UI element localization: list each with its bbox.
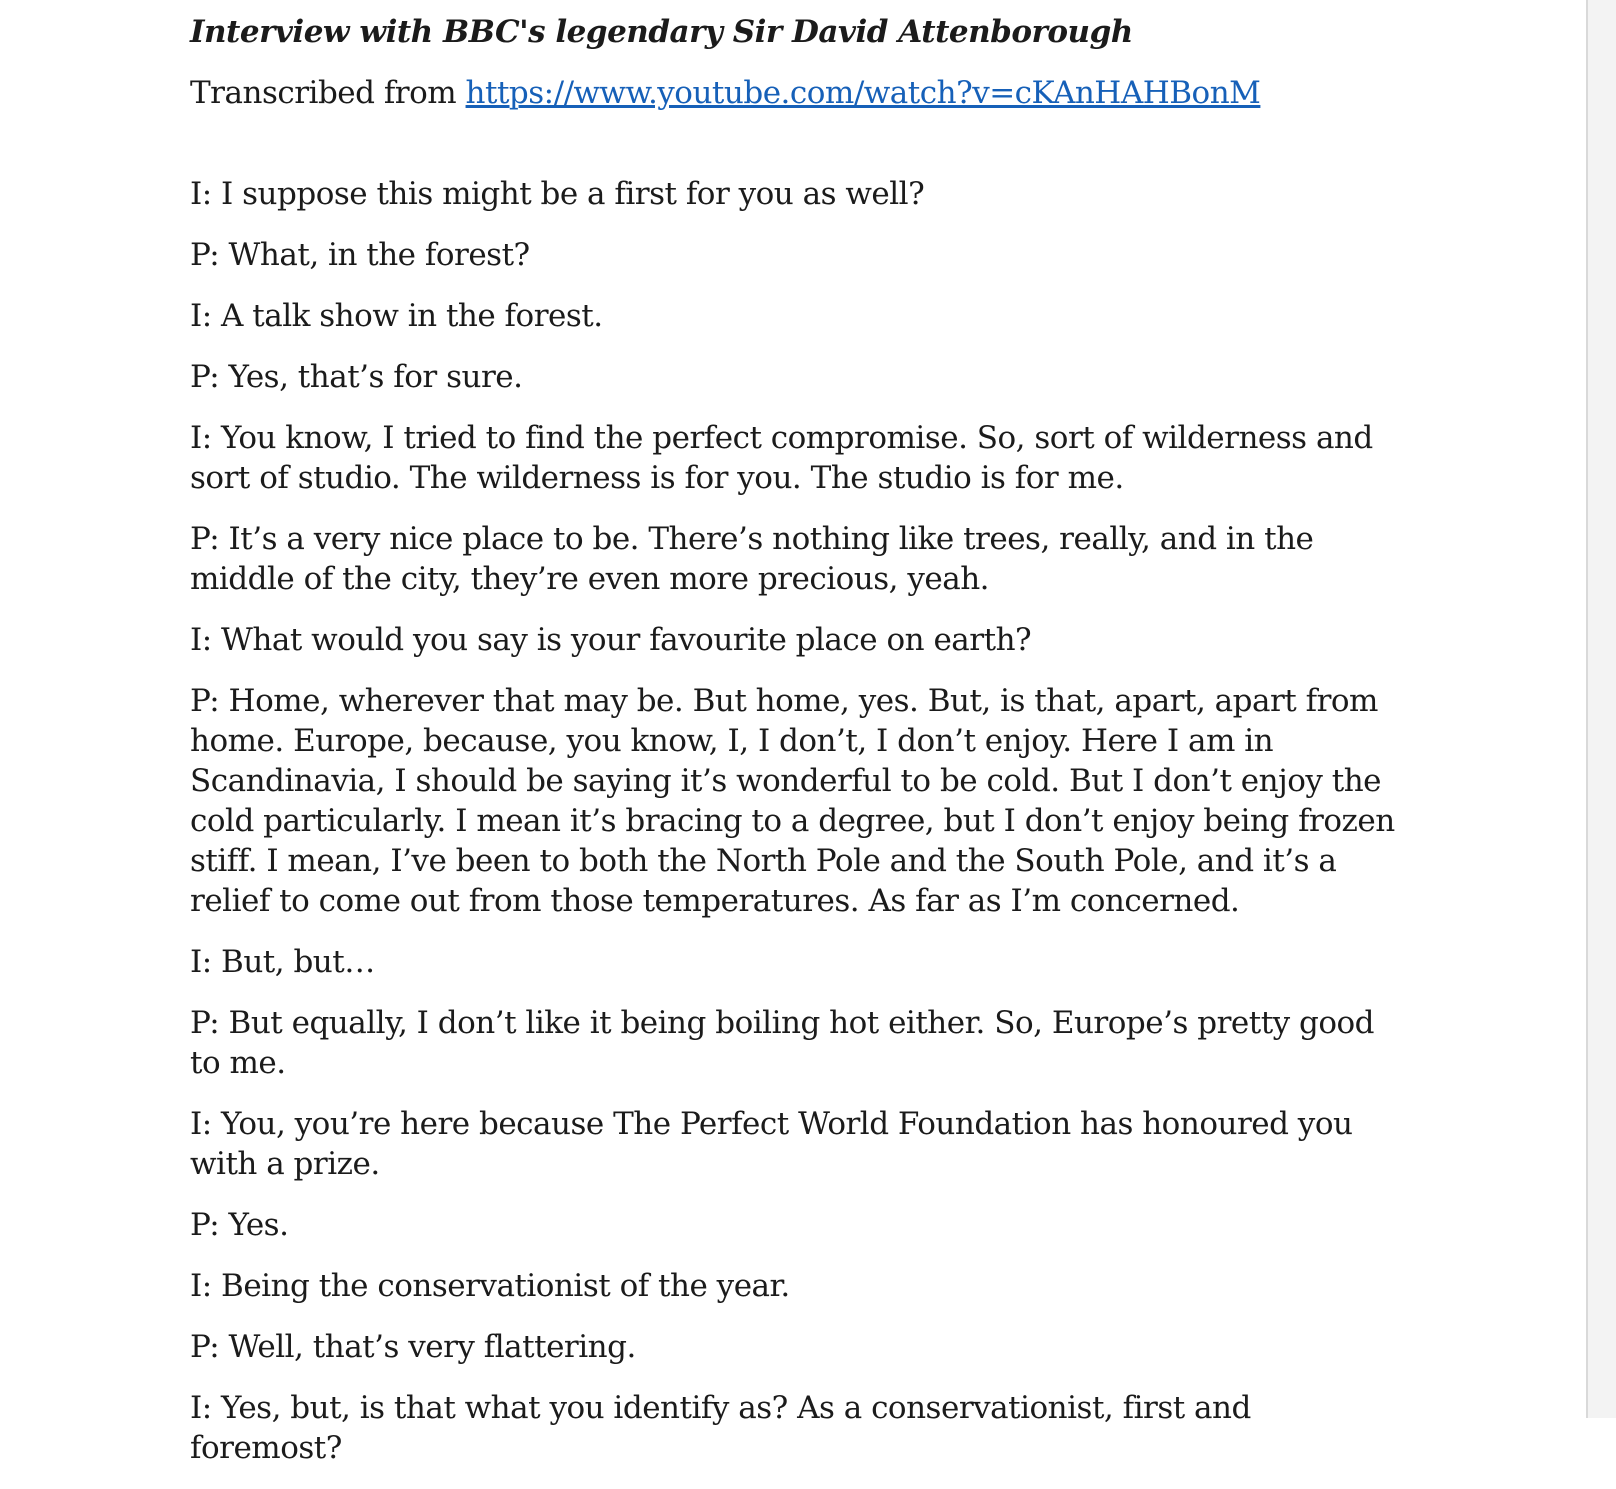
transcript-line: P: It’s a very nice place to be. There’s nothing like trees, really, and in the middle of the city, they’re even more precious, yeah. <box>190 521 1314 597</box>
transcript-line: P: Yes, that’s for sure. <box>190 359 523 395</box>
source-line <box>190 73 1405 113</box>
transcript-line: I: But, but… <box>190 944 375 980</box>
source-prefix: Transcribed from <box>190 75 466 111</box>
transcript-line: P: Home, wherever that may be. But home, yes. But, is that, apart, apart from home. Europe, because, you know, I, I don’t, I don’t enjoy. Here I am in Scandinavia, I should be saying it’s wonderful to be cold. But I don’t enjoy the cold particularly. I mean it’s bracing to a degree, but I don’t enjoy being frozen stiff. I mean, I’ve been to both the North Pole and the South Pole, and it’s a relief to come out from those temperatures. As far as I’m concerned. <box>190 683 1395 919</box>
transcript-line: I: I suppose this might be a first for you as well? <box>190 176 925 212</box>
transcript-line: I: You, you’re here because The Perfect World Foundation has honoured you with a prize. <box>190 1106 1353 1182</box>
transcript-line: P: But equally, I don’t like it being boiling hot either. So, Europe’s pretty good to me. <box>190 1005 1375 1081</box>
document-title: Interview with BBC's legendary Sir David Attenborough <box>190 14 1133 50</box>
transcript-line: I: Yes, but, is that what you identify as? As a conservationist, first and foremost? <box>190 1390 1251 1466</box>
transcript-line: I: You know, I tried to find the perfect compromise. So, sort of wilderness and sort of studio. The wilderness is for you. The studio is for me. <box>190 420 1373 496</box>
document-body <box>190 12 1405 1489</box>
window-gutter <box>1588 0 1616 1418</box>
transcript-line: P: Yes. <box>190 1207 289 1243</box>
transcript-line: I: What would you say is your favourite place on earth? <box>190 622 1032 658</box>
blank-line <box>190 134 1405 174</box>
source-link[interactable]: https://www.youtube.com/watch?v=cKAnHAHBonM <box>465 75 1261 111</box>
transcript-line: I: A talk show in the forest. <box>190 298 603 334</box>
transcript-line: P: Well, that’s very flattering. <box>190 1329 636 1365</box>
transcript-line: I: Being the conservationist of the year. <box>190 1268 790 1304</box>
transcript-line: P: What, in the forest? <box>190 237 530 273</box>
